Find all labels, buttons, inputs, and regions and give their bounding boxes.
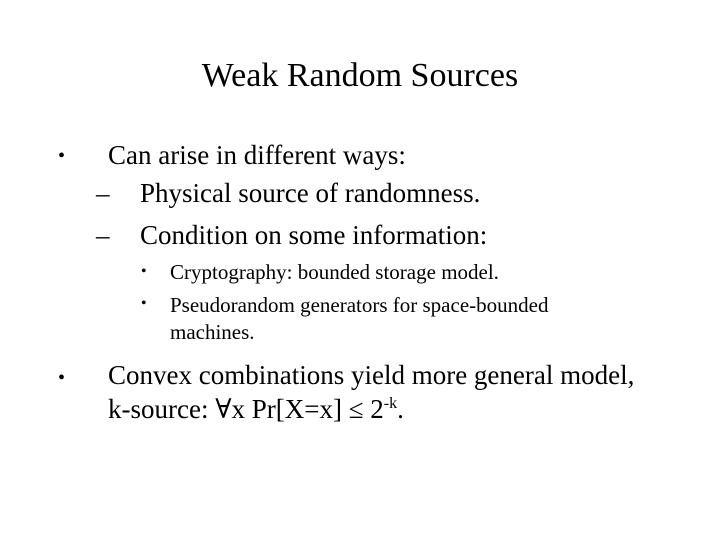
subitem-text-2: Condition on some information: (140, 220, 488, 250)
sub-bullet-marker: • (141, 295, 147, 312)
subsubitem-text-2-line2: machines. (170, 320, 255, 344)
subsubitem-text-2-line1: Pseudorandom generators for space-bounded (170, 293, 549, 317)
subsubitem-text-1: Cryptography: bounded storage model. (170, 260, 499, 284)
sub-bullet-marker: • (141, 263, 147, 280)
slide-title: Weak Random Sources (201, 57, 519, 94)
formula-period: . (397, 394, 404, 424)
dash-marker: – (96, 220, 110, 250)
bullet-marker: • (58, 145, 66, 167)
bullet-text-2-line2 (108, 392, 404, 426)
formula-exponent: -k (383, 395, 398, 412)
bullet-text-1: Can arise in different ways: (108, 140, 406, 170)
dash-marker: – (96, 178, 110, 208)
subitem-text-1: Physical source of randomness. (140, 178, 481, 208)
bullet-text-2-line1: Convex combinations yield more general model, (108, 360, 635, 390)
bullet-marker: • (58, 367, 66, 389)
formula-text: k-source: ∀x Pr[X=x] ≤ 2 (108, 394, 384, 424)
